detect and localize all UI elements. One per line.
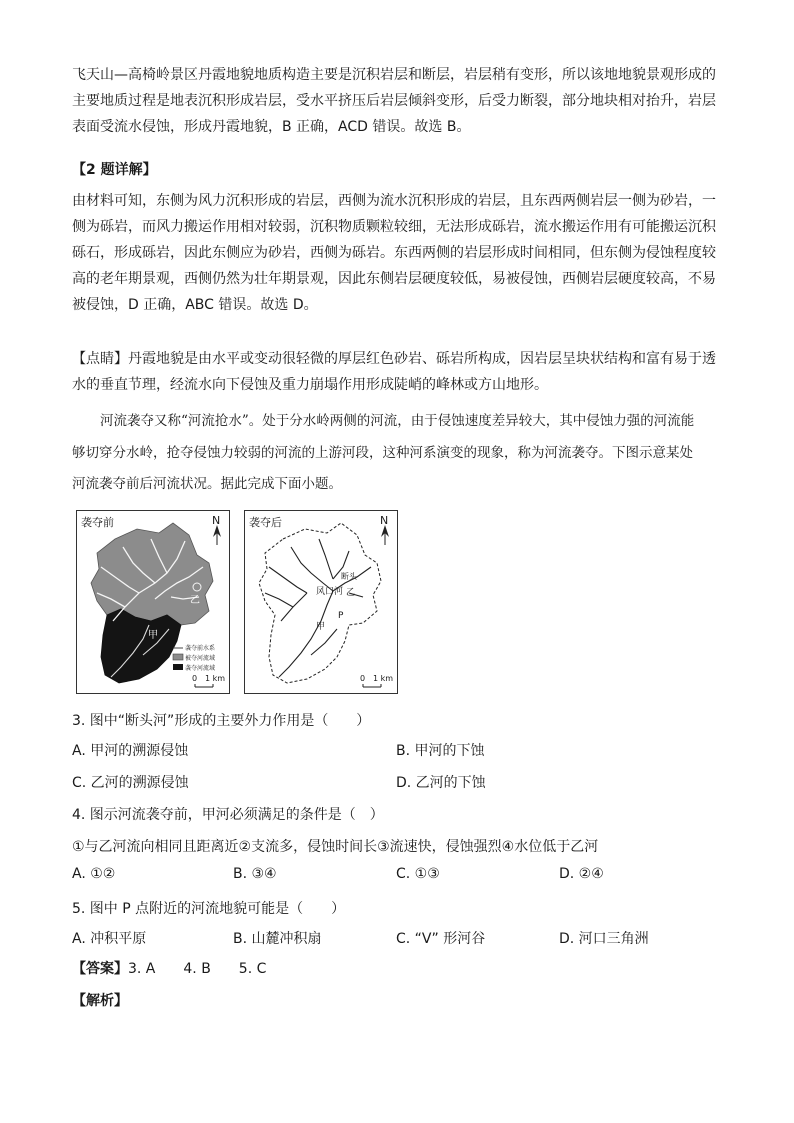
text-line: 飞天山—高椅岭景区丹霞地貌地质构造主要是沉积岩层和断层，岩层稍有变形，所以该地地貌景观形成的 xyxy=(72,67,716,83)
north-label: N xyxy=(212,514,221,527)
q5-option-d: D. 河口三角洲 xyxy=(559,931,649,947)
text-line: 河流袭夺前后河流状况。据此完成下面小题。 xyxy=(72,476,342,492)
analysis-tag: 【解析】 xyxy=(72,993,128,1009)
dianjing-paragraph xyxy=(72,346,724,398)
map-before-title: 袭夺前 xyxy=(81,516,114,529)
q3-option-a: A. 甲河的溯源侵蚀 xyxy=(72,743,189,759)
scale-zero: 0 xyxy=(192,674,198,683)
text-line: 【点睛】丹霞地貌是由水平或变动很轻微的厚层红色砂岩、砾岩所构成，因岩层呈块状结构和富有易于透 xyxy=(72,351,716,367)
q5-option-b: B. 山麓冲积扇 xyxy=(233,931,322,947)
map-after-capture xyxy=(244,510,398,694)
north-arrow xyxy=(381,525,389,545)
q4-option-b: B. ③④ xyxy=(233,866,277,882)
question-4-conditions: ①与乙河流向相同且距离近②支流多，侵蚀时间长③流速快，侵蚀强烈④水位低于乙河 xyxy=(72,839,599,855)
label-jia: 甲 xyxy=(148,630,158,641)
text-line: 由材料可知，东侧为风力沉积形成的岩层，西侧为流水沉积形成的岩层，且东西两侧岩层一侧为砂岩，一 xyxy=(72,193,716,209)
text-line: 高的老年期景观，西侧仍然为壮年期景观，因此东侧岩层硬度较低，易被侵蚀，西侧岩层硬度较高，不易 xyxy=(72,271,716,287)
scale-unit: 1 km xyxy=(205,674,226,683)
answer-values: 3. A 4. B 5. C xyxy=(128,961,267,977)
map-before-capture xyxy=(76,510,230,694)
text-line: 水的垂直节理，经流水向下侵蚀及重力崩塌作用形成陡峭的峰林或方山地形。 xyxy=(72,377,548,393)
label-yi: 乙 xyxy=(190,595,200,606)
basin-boundary xyxy=(259,523,381,683)
legend-item-river-system: 袭夺前水系 xyxy=(185,645,216,652)
text-line: 侧为砾岩，而风力搬运作用相对较弱，沉积物质颗粒较细，无法形成砾岩，流水搬运作用有可能搬运沉积 xyxy=(72,219,716,235)
map-after-title: 袭夺后 xyxy=(249,516,282,529)
q5-option-c: C. “V” 形河谷 xyxy=(396,931,486,947)
answer-tag: 【答案】 xyxy=(72,961,128,977)
question-4-stem: 4. 图示河流袭夺前，甲河必须满足的条件是（ ） xyxy=(72,807,384,823)
label-p: P xyxy=(338,611,344,621)
scale-unit: 1 km xyxy=(373,674,394,683)
north-label: N xyxy=(380,514,389,527)
text-line: 砾石，形成砾岩，因此东侧应为砂岩，西侧为砾岩。东西两侧的岩层形成时间相同，但东侧为侵蚀程度较 xyxy=(72,245,716,261)
q3-option-c: C. 乙河的溯源侵蚀 xyxy=(72,775,189,791)
q3-option-b: B. 甲河的下蚀 xyxy=(396,743,485,759)
label-fengkou: 风口 xyxy=(316,587,335,597)
explanation-paragraph-1 xyxy=(72,62,724,140)
question-3-stem: 3. 图中“断头河”形成的主要外力作用是（ ） xyxy=(72,713,371,729)
north-arrow xyxy=(213,525,221,545)
label-jia: 甲 xyxy=(316,622,326,632)
q4-option-c: C. ①③ xyxy=(396,866,440,882)
material-paragraph xyxy=(72,406,724,501)
scale-zero: 0 xyxy=(360,674,366,683)
label-duantou: 断头 xyxy=(341,572,357,581)
q4-option-d: D. ②④ xyxy=(559,866,604,882)
question-5-stem: 5. 图中 P 点附近的河流地貌可能是（ ） xyxy=(72,901,346,917)
q3-option-d: D. 乙河的下蚀 xyxy=(396,775,486,791)
legend-item-capturing-basin: 袭夺河流域 xyxy=(185,665,216,672)
answer-line xyxy=(72,958,266,978)
legend-item-captured-basin: 被夺河流域 xyxy=(185,655,216,662)
section-heading-q2: 【2 题详解】 xyxy=(72,162,157,178)
text-line: 河流袭夺又称“河流抢水”。处于分水岭两侧的河流，由于侵蚀速度差异较大，其中侵蚀力强的河流能 xyxy=(100,413,695,429)
text-line: 主要地质过程是地表沉积形成岩层，受水平挤压后岩层倾斜变形，后受力断裂，部分地块相对抬升，岩层 xyxy=(72,93,716,109)
text-line: 被侵蚀，D 正确，ABC 错误。故选 D。 xyxy=(72,297,318,313)
q4-option-a: A. ①② xyxy=(72,866,116,882)
explanation-paragraph-2 xyxy=(72,188,724,318)
label-he: 河 xyxy=(334,587,344,597)
rivers-after xyxy=(265,539,371,677)
text-line: 够切穿分水岭，抢夺侵蚀力较弱的河流的上游河段，这种河系演变的现象，称为河流袭夺。下图示意某处 xyxy=(72,444,693,461)
text-line: 表面受流水侵蚀，形成丹霞地貌，B 正确，ACD 错误。故选 B。 xyxy=(72,119,471,135)
label-yi: 乙 xyxy=(346,588,356,598)
map-after-svg xyxy=(245,511,397,693)
captured-basin-area xyxy=(91,523,213,625)
q5-option-a: A. 冲积平原 xyxy=(72,931,147,947)
